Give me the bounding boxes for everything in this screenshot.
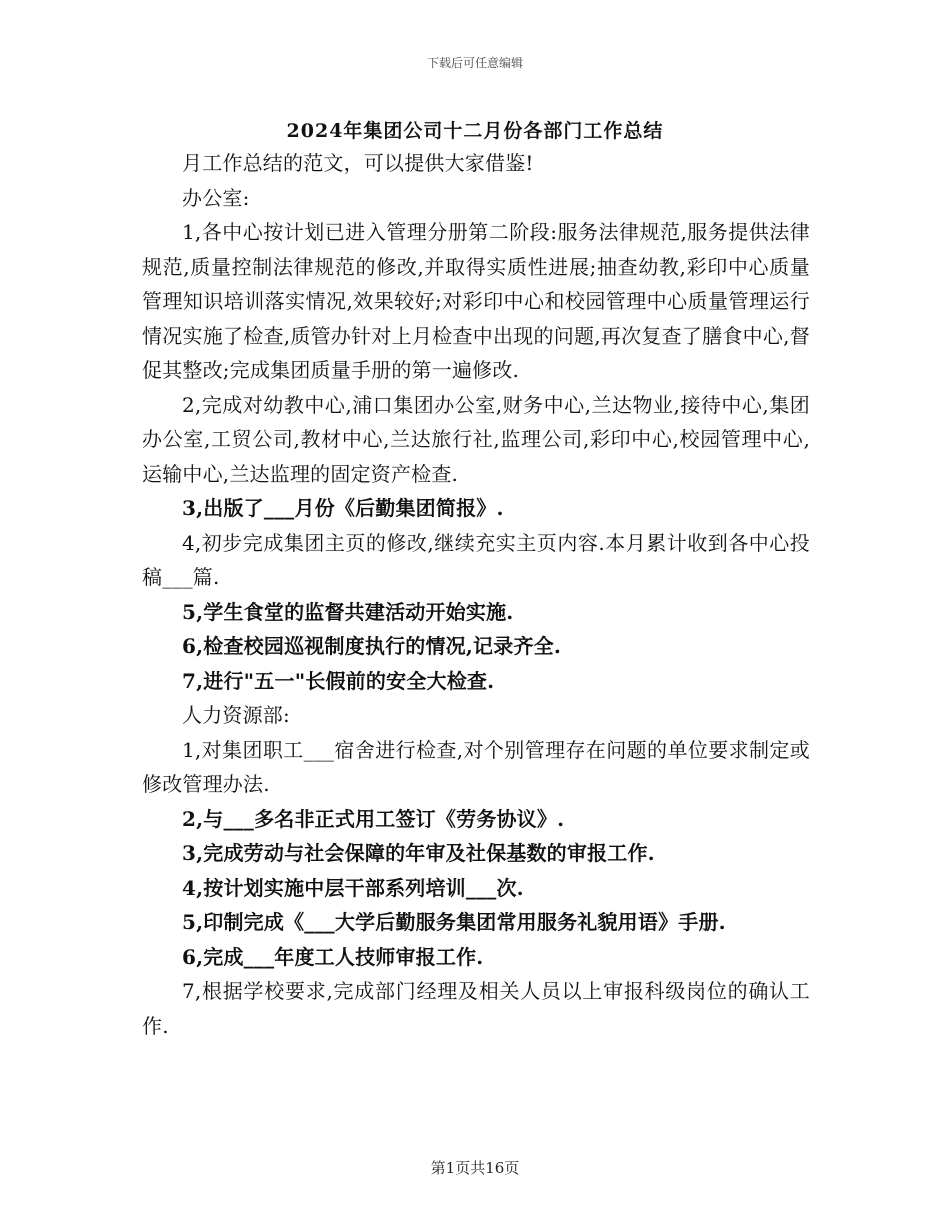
paragraph-item: 5,学生食堂的监督共建活动开始实施. xyxy=(182,599,514,624)
paragraph-intro: 月工作总结的范文，可以提供大家借鉴! xyxy=(182,151,534,175)
paragraph-item: 5,印制完成《___大学后勤服务集团常用服务礼貌用语》手册. xyxy=(182,910,726,934)
paragraph-item: 7,根据学校要求,完成部门经理及相关人员以上审报科级岗位的确认工作. xyxy=(142,979,810,1038)
paragraph-item: 3,出版了___月份《后勤集团简报》. xyxy=(182,496,504,520)
header-note: 下载后可任意编辑 xyxy=(426,56,523,70)
paragraph-item: 7,进行"五一"长假前的安全大检查. xyxy=(182,668,495,693)
section-heading-hr: 人力资源部: xyxy=(182,703,290,727)
section-heading-office: 办公室: xyxy=(182,185,250,210)
paragraph-item: 1,对集团职工___宿舍进行检查,对个别管理存在问题的单位要求制定或修改管理办法. xyxy=(142,737,810,796)
paragraph-item: 4,按计划实施中层干部系列培训___次. xyxy=(182,875,524,900)
paragraph-item: 4,初步完成集团主页的修改,继续充实主页内容.本月累计收到各中心投稿___篇. xyxy=(142,530,810,589)
paragraph-item: 3,完成劳动与社会保障的年审及社保基数的审报工作. xyxy=(182,841,655,865)
paragraph-item: 6,检查校园巡视制度执行的情况,记录齐全. xyxy=(182,634,562,658)
document-body xyxy=(142,146,810,1043)
document-title: 2024年集团公司十二月份各部门工作总结 xyxy=(286,120,664,142)
paragraph-item: 6,完成___年度工人技师审报工作. xyxy=(182,944,484,969)
paragraph-item: 2,完成对幼教中心,浦口集团办公室,财务中心,兰达物业,接待中心,集团办公室,工贸公司,教材中心,兰达旅行社,监理公司,彩印中心,校园管理中心,运输中心,兰达监理的固定资产检查. xyxy=(142,392,810,486)
paragraph-item: 2,与___多名非正式用工签订《劳务协议》. xyxy=(182,806,565,831)
paragraph-item: 1,各中心按计划已进入管理分册第二阶段:服务法律规范,服务提供法律规范,质量控制法律规范的修改,并取得实质性进展;抽查幼教,彩印中心质量管理知识培训落实情况,效果较好;对彩印中心和校园管理中心质量管理运行情况实施了检查,质管办针对上月检查中出现的问题,再次复查了膳食中心,督促其整改;完成集团质量手册的第一遍修改. xyxy=(142,220,810,382)
page-number: 第1页共16页 xyxy=(430,1159,520,1177)
